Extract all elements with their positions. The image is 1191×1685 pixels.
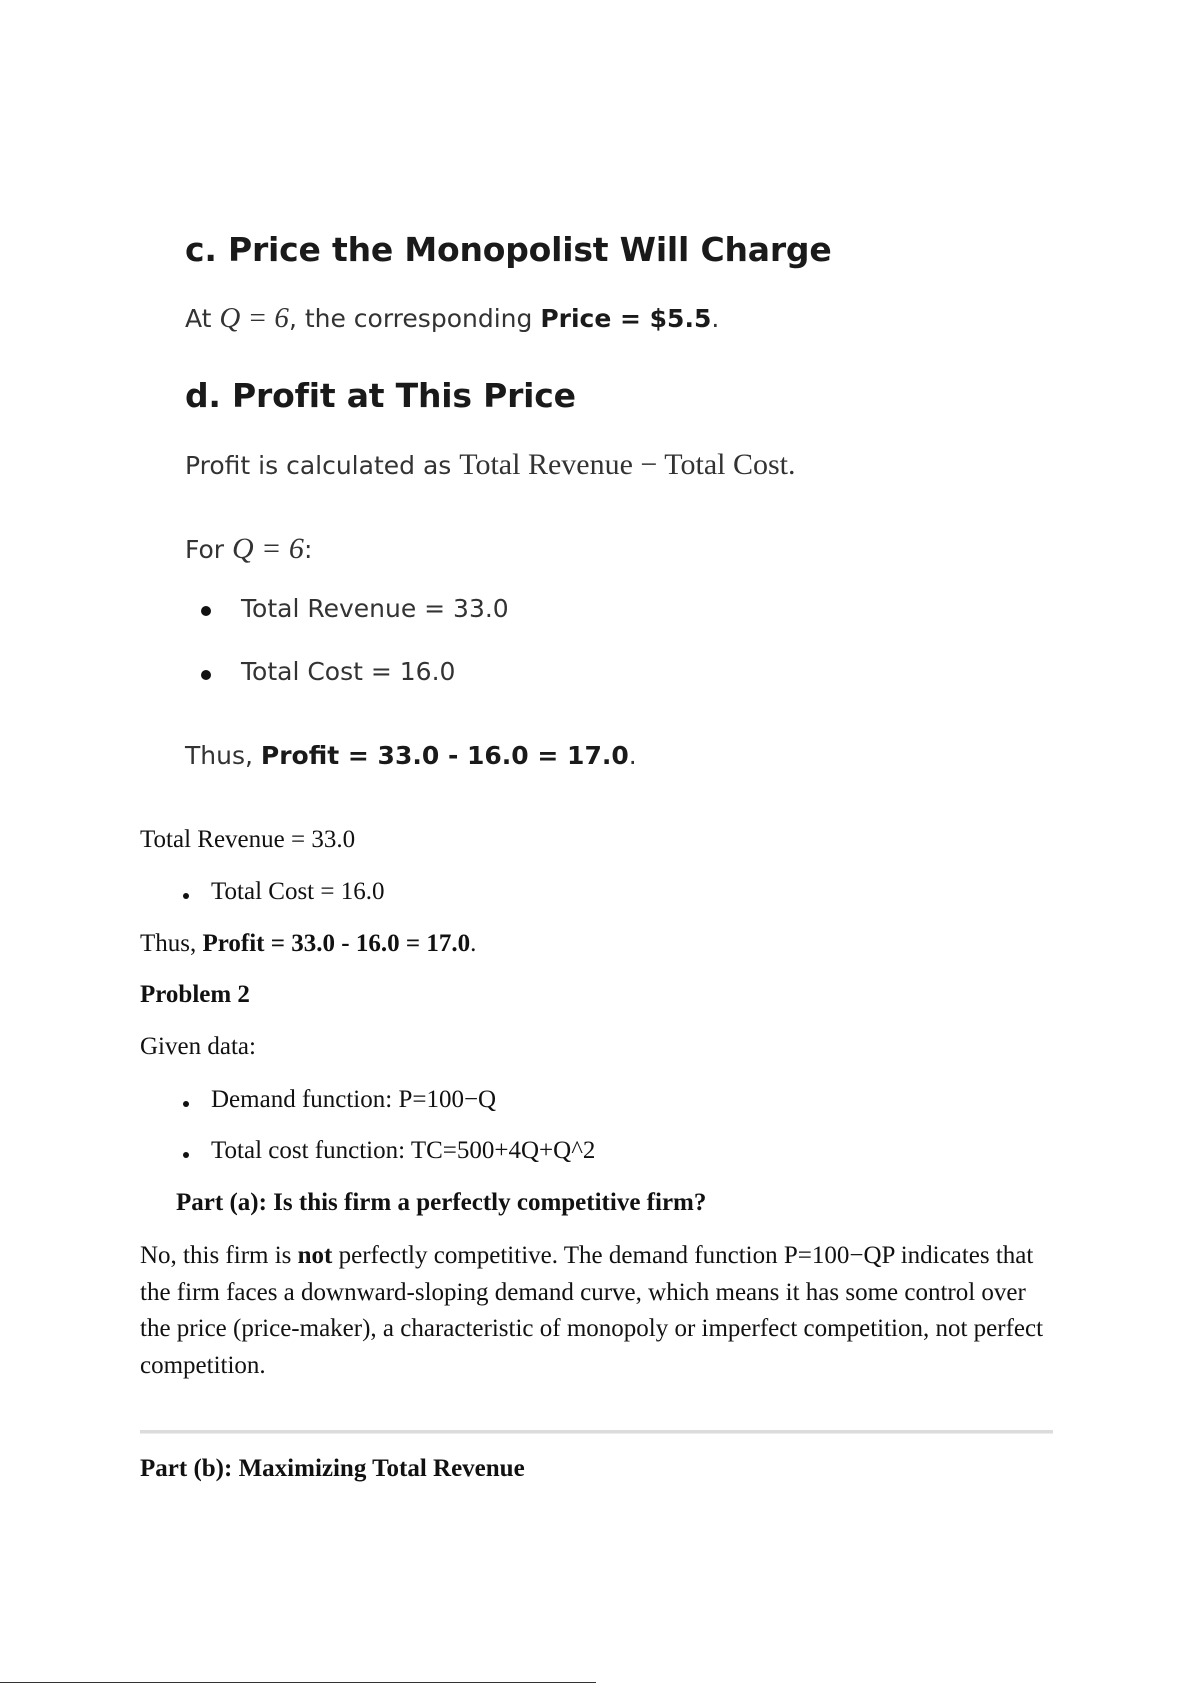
bullet-dot: [201, 670, 211, 680]
part-a-answer: [140, 1238, 1050, 1384]
bullet-total-revenue: Total Revenue = 33.0: [241, 594, 509, 623]
problem-title: Problem 2: [140, 981, 250, 1008]
price-line-value: Price = $5.5: [540, 304, 712, 333]
doc-thus-prefix: Thus,: [140, 930, 203, 957]
part-b-title: Part (b): Maximizing Total Revenue: [140, 1455, 525, 1482]
price-line-prefix: At: [185, 304, 220, 333]
profit-formula-math: Total Revenue − Total Cost.: [459, 448, 796, 481]
thus-suffix: .: [628, 741, 637, 770]
for-q-line: [185, 532, 312, 566]
price-line: [185, 302, 719, 335]
part-a-title: Part (a): Is this firm a perfectly competitive firm?: [176, 1189, 707, 1216]
profit-formula-prefix: Profit is calculated as: [185, 451, 460, 480]
bullet-dot: [183, 893, 189, 899]
thus-prefix: Thus,: [185, 741, 261, 770]
price-line-suffix: .: [711, 304, 720, 333]
for-q-suffix: :: [303, 535, 313, 564]
part-a-prefix: No, this firm is: [140, 1242, 298, 1269]
price-line-middle: , the corresponding: [288, 304, 541, 333]
given-bullet-cost: Total cost function: TC=500+4Q+Q^2: [211, 1137, 596, 1164]
profit-formula-line: [185, 448, 796, 482]
doc-total-revenue: Total Revenue = 33.0: [140, 826, 356, 853]
bullet-dot: [183, 1101, 189, 1107]
doc-thus-suffix: .: [470, 930, 477, 957]
for-q-math: Q = 6: [232, 532, 304, 565]
for-q-prefix: For: [185, 535, 233, 564]
page-bottom-line: [0, 1682, 596, 1683]
bullet-total-cost: Total Cost = 16.0: [241, 657, 456, 686]
price-line-math: Q = 6: [219, 302, 289, 334]
bullet-dot: [183, 1152, 189, 1158]
thus-profit-value: Profit = 33.0 - 16.0 = 17.0: [260, 741, 629, 770]
part-a-rest: perfectly competitive. The demand function P=100−QP indicates that the firm faces a downward-sloping demand curve, which means it has some control over the price (price-maker), a characteristic of monopoly or imperfect competition, not perfect competition.: [140, 1242, 1044, 1379]
heading-profit: d. Profit at This Price: [185, 376, 576, 415]
doc-thus-profit: Profit = 33.0 - 16.0 = 17.0: [202, 930, 471, 957]
bullet-dot: [201, 606, 211, 616]
doc-bullet-total-cost: Total Cost = 16.0: [211, 878, 385, 905]
heading-price-monopolist: c. Price the Monopolist Will Charge: [185, 230, 832, 269]
given-label: Given data:: [140, 1033, 256, 1060]
thus-profit-line: [185, 741, 637, 770]
horizontal-rule: [140, 1430, 1053, 1434]
part-a-not: not: [297, 1242, 333, 1269]
doc-thus-line: [140, 930, 476, 958]
given-bullet-demand: Demand function: P=100−Q: [211, 1086, 497, 1113]
